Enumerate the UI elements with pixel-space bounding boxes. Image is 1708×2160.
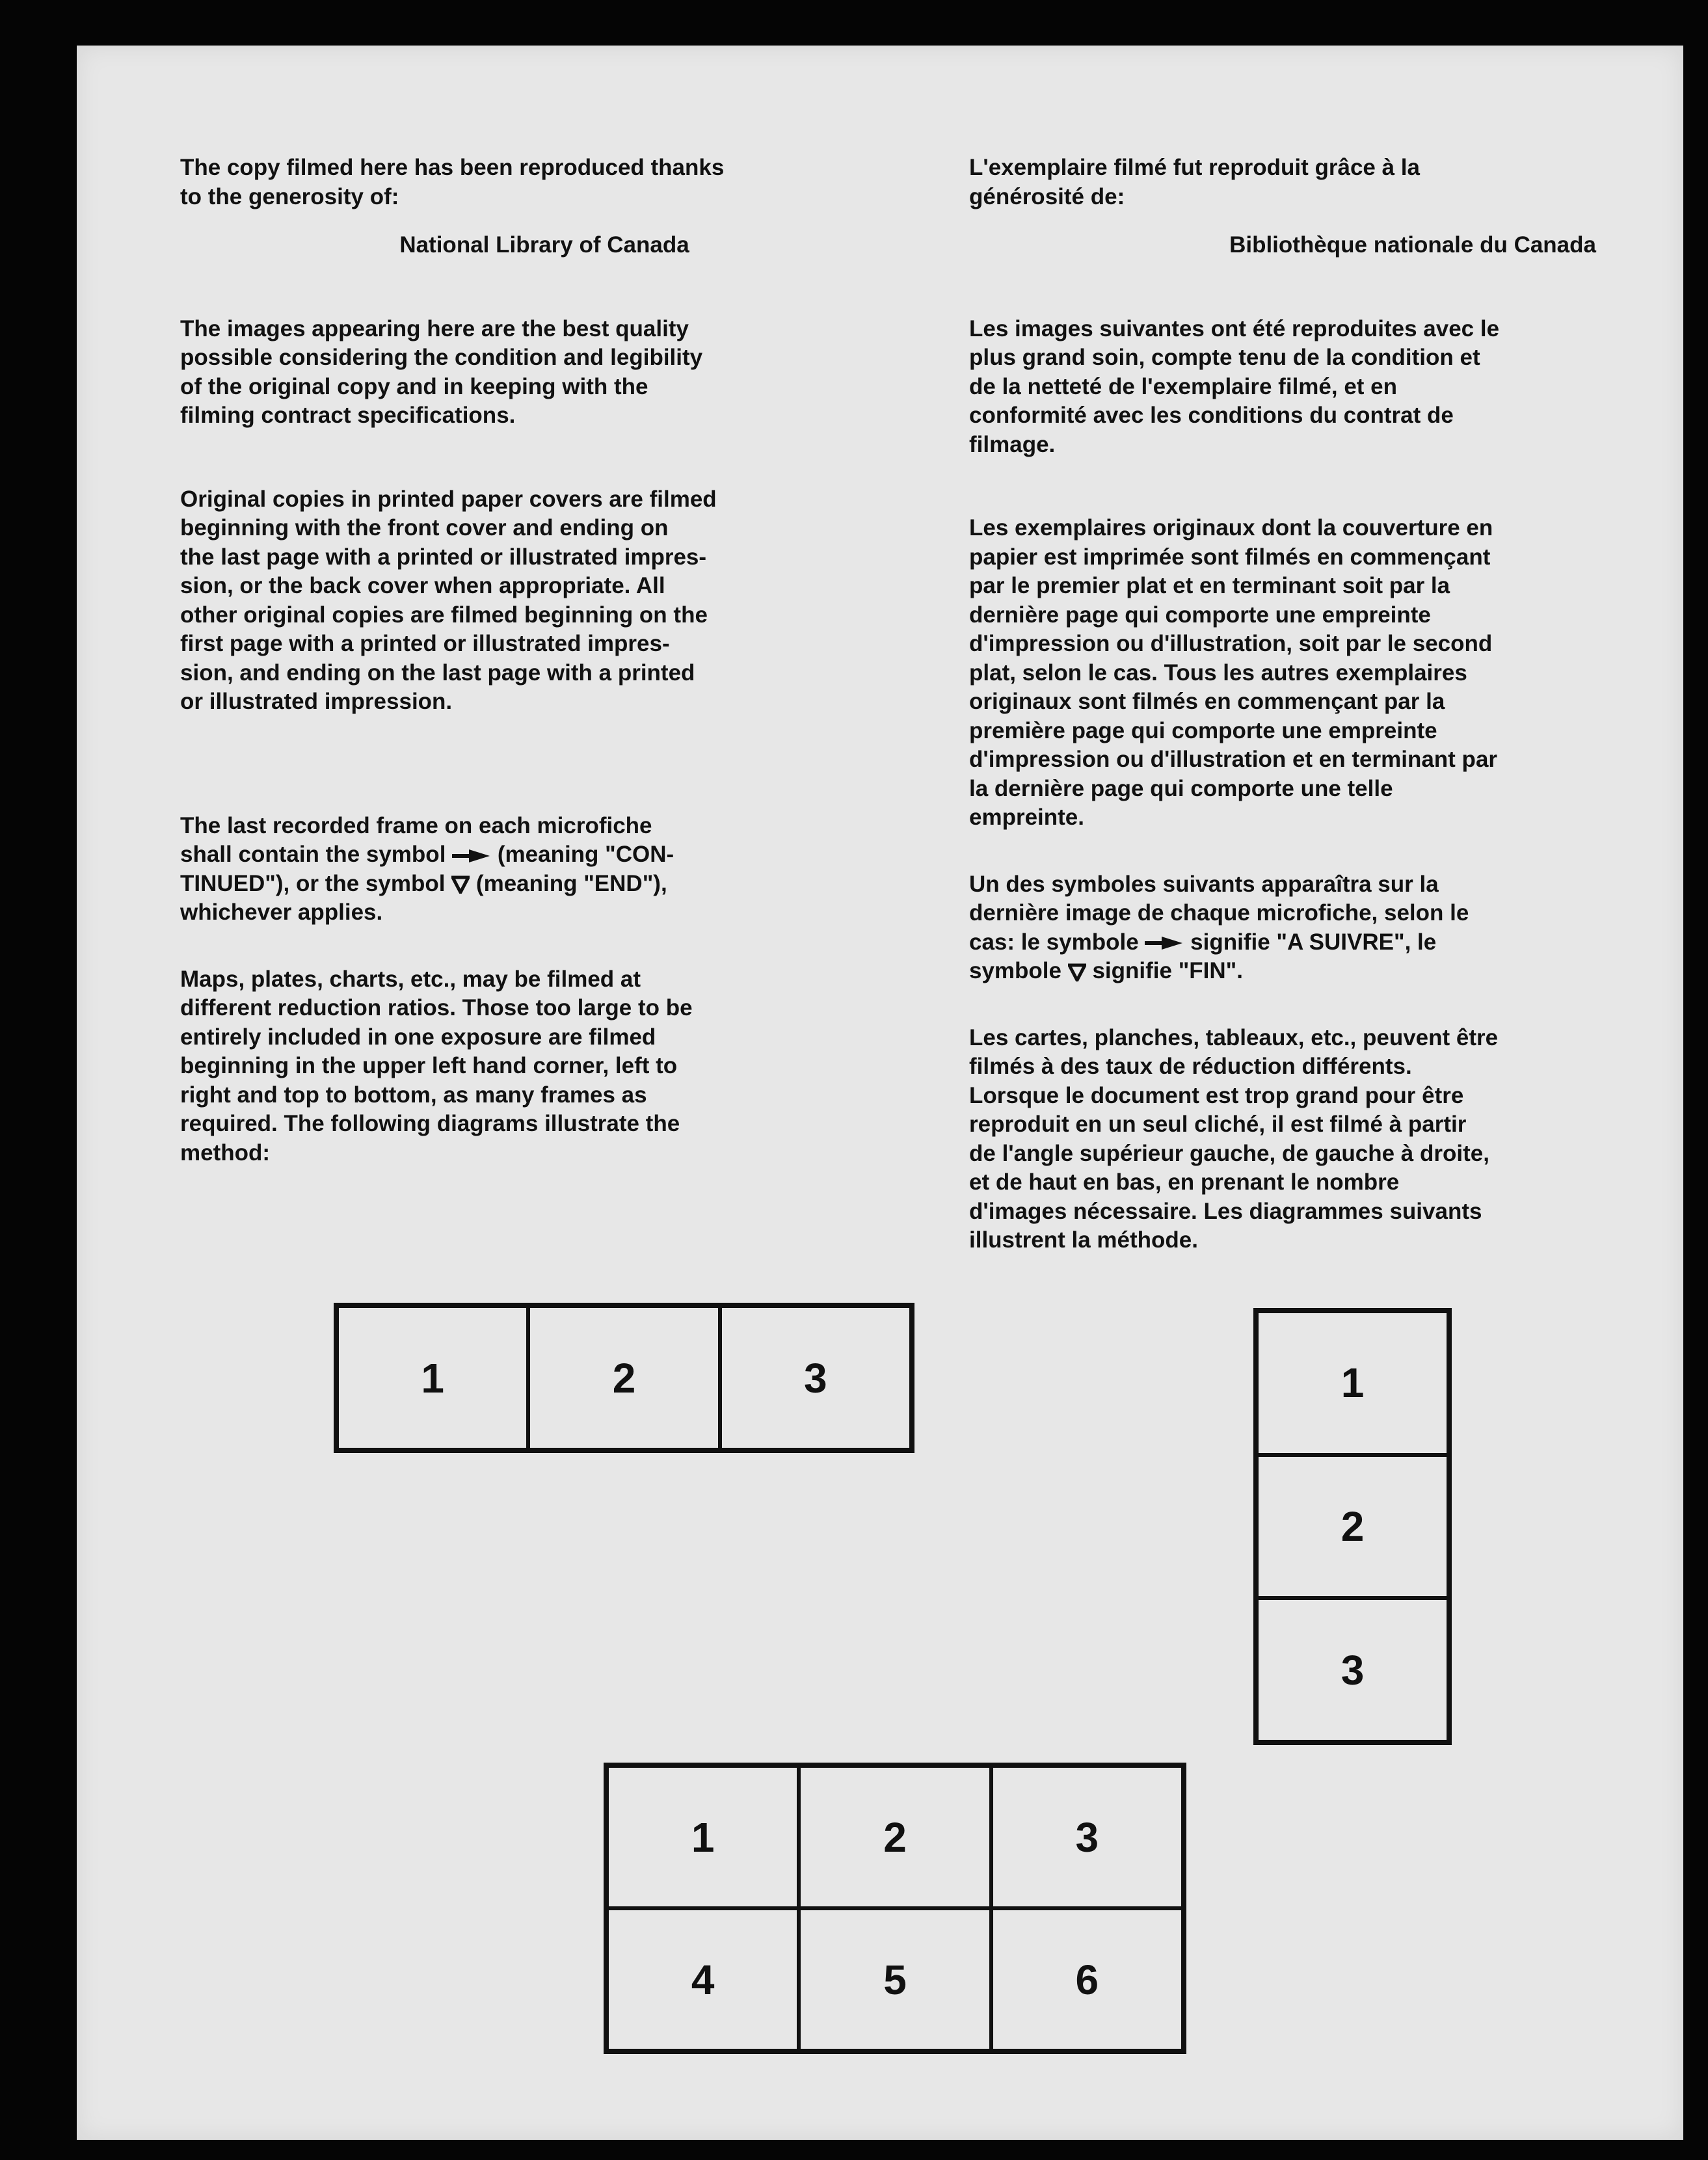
frame-cell: 1 (1257, 1311, 1448, 1455)
symbols-line (180, 870, 909, 899)
symbols-text: shall contain the symbol (180, 842, 453, 867)
symbols-line: dernière image de chaque microfiche, selon le (969, 900, 1469, 926)
continued-arrow-icon (452, 848, 491, 864)
symbols-text: (meaning "END"), (470, 870, 667, 896)
quality-line: filming contract specifications. (180, 403, 516, 428)
grid-frame-diagram (604, 1763, 1186, 2054)
end-triangle-icon (451, 875, 470, 894)
covers-line: or illustrated impression. (180, 689, 453, 714)
frame-cell: 3 (1257, 1598, 1448, 1742)
frame-cell: 2 (1257, 1455, 1448, 1599)
frame-cell: 6 (991, 1908, 1183, 2051)
frame-cell: 3 (720, 1306, 911, 1450)
quality-line: The images appearing here are the best quality (180, 315, 689, 341)
covers-line: sion, and ending on the last page with a printed (180, 660, 695, 686)
quality-line: plus grand soin, compte tenu de la condition et (969, 345, 1480, 370)
covers-line: first page with a printed or illustrated impres- (180, 631, 670, 656)
maps-line: d'images nécessaire. Les diagrammes suivants (969, 1198, 1482, 1224)
symbols-text: signifie "A SUIVRE", le (1184, 929, 1437, 955)
maps-line: entirely included in one exposure are filmed (180, 1024, 656, 1050)
end-triangle-icon (1068, 963, 1086, 981)
symbols-text: signifie "FIN". (1086, 958, 1243, 983)
symbols-text: TINUED"), or the symbol (180, 870, 452, 896)
maps-line: method: (180, 1140, 271, 1166)
horizontal-frame-diagram (334, 1303, 914, 1453)
covers-line: dernière page qui comporte une empreinte (969, 602, 1431, 628)
quality-line: de la netteté de l'exemplaire filmé, et en (969, 373, 1398, 399)
covers-line: sion, or the back cover when appropriate. All (180, 573, 665, 598)
maps-line: Lorsque le document est trop grand pour être (969, 1082, 1464, 1108)
covers-line: la dernière page qui comporte une telle (969, 775, 1393, 801)
quality-line: Les images suivantes ont été reproduites avec le (969, 315, 1500, 341)
frame-cell: 1 (607, 1766, 799, 1908)
maps-line: beginning in the upper left hand corner, left to (180, 1053, 678, 1078)
symbols-line (180, 840, 909, 870)
quality-line: filmage. (969, 431, 1056, 457)
covers-line: d'impression ou d'illustration, soit par le second (969, 631, 1493, 656)
quality-line: of the original copy and in keeping with the (180, 373, 648, 399)
frame-cell: 1 (337, 1306, 528, 1450)
symbols-line: The last recorded frame on each microfiche (180, 812, 652, 838)
maps-line: Les cartes, planches, tableaux, etc., peuvent être (969, 1024, 1499, 1050)
covers-line: papier est imprimée sont filmés en commençant (969, 544, 1491, 570)
maps-line: illustrent la méthode. (969, 1227, 1198, 1253)
institution-name: National Library of Canada (399, 232, 689, 258)
maps-line: different reduction ratios. Those too large to be (180, 995, 693, 1020)
symbols-line: Un des symboles suivants apparaîtra sur la (969, 871, 1439, 897)
french-column (969, 153, 1620, 1255)
frame-cell: 2 (528, 1306, 719, 1450)
symbols-text: cas: le symbole (969, 929, 1145, 955)
intro-line: to the generosity of: (180, 183, 399, 209)
intro-line: L'exemplaire filmé fut reproduit grâce à la (969, 155, 1420, 180)
covers-line: plat, selon le cas. Tous les autres exemplaires (969, 660, 1467, 686)
quality-line: conformité avec les conditions du contrat de (969, 403, 1454, 428)
maps-line: required. The following diagrams illustrate the (180, 1111, 680, 1136)
maps-line: reproduit en un seul cliché, il est filmé à partir (969, 1112, 1467, 1137)
maps-line: et de haut en bas, en prenant le nombre (969, 1169, 1400, 1195)
symbols-line: whichever applies. (180, 900, 383, 925)
covers-line: the last page with a printed or illustrated impres- (180, 544, 707, 570)
covers-line: originaux sont filmés en commençant par la (969, 689, 1445, 714)
frame-cell: 5 (799, 1908, 991, 2051)
covers-line: par le premier plat et en terminant soit par la (969, 573, 1450, 598)
symbols-line (969, 928, 1620, 957)
covers-line: beginning with the front cover and ending on (180, 515, 669, 540)
intro-line: The copy filmed here has been reproduced thanks (180, 155, 725, 180)
institution-name: Bibliothèque nationale du Canada (1229, 232, 1596, 258)
symbols-text: (meaning "CON- (491, 842, 674, 867)
covers-line: première page qui comporte une empreinte (969, 717, 1437, 743)
vertical-frame-diagram (1253, 1308, 1452, 1745)
covers-line: Les exemplaires originaux dont la couverture en (969, 515, 1493, 540)
continued-arrow-icon (1145, 935, 1184, 951)
covers-line: other original copies are filmed beginning on the (180, 602, 708, 628)
maps-line: filmés à des taux de réduction différents. (969, 1054, 1412, 1079)
english-column (180, 153, 909, 1167)
maps-line: right and top to bottom, as many frames as (180, 1082, 647, 1108)
quality-line: possible considering the condition and legibility (180, 345, 703, 370)
covers-line: Original copies in printed paper covers are filmed (180, 486, 717, 512)
symbols-text: symbole (969, 958, 1068, 983)
intro-line: générosité de: (969, 183, 1125, 209)
frame-cell: 4 (607, 1908, 799, 2051)
maps-line: Maps, plates, charts, etc., may be filmed at (180, 966, 641, 992)
covers-line: d'impression ou d'illustration et en terminant par (969, 747, 1498, 772)
covers-line: empreinte. (969, 805, 1084, 830)
frame-cell: 2 (799, 1766, 991, 1908)
symbols-line (969, 957, 1620, 986)
maps-line: de l'angle supérieur gauche, de gauche à droite, (969, 1140, 1489, 1166)
frame-cell: 3 (991, 1766, 1183, 1908)
